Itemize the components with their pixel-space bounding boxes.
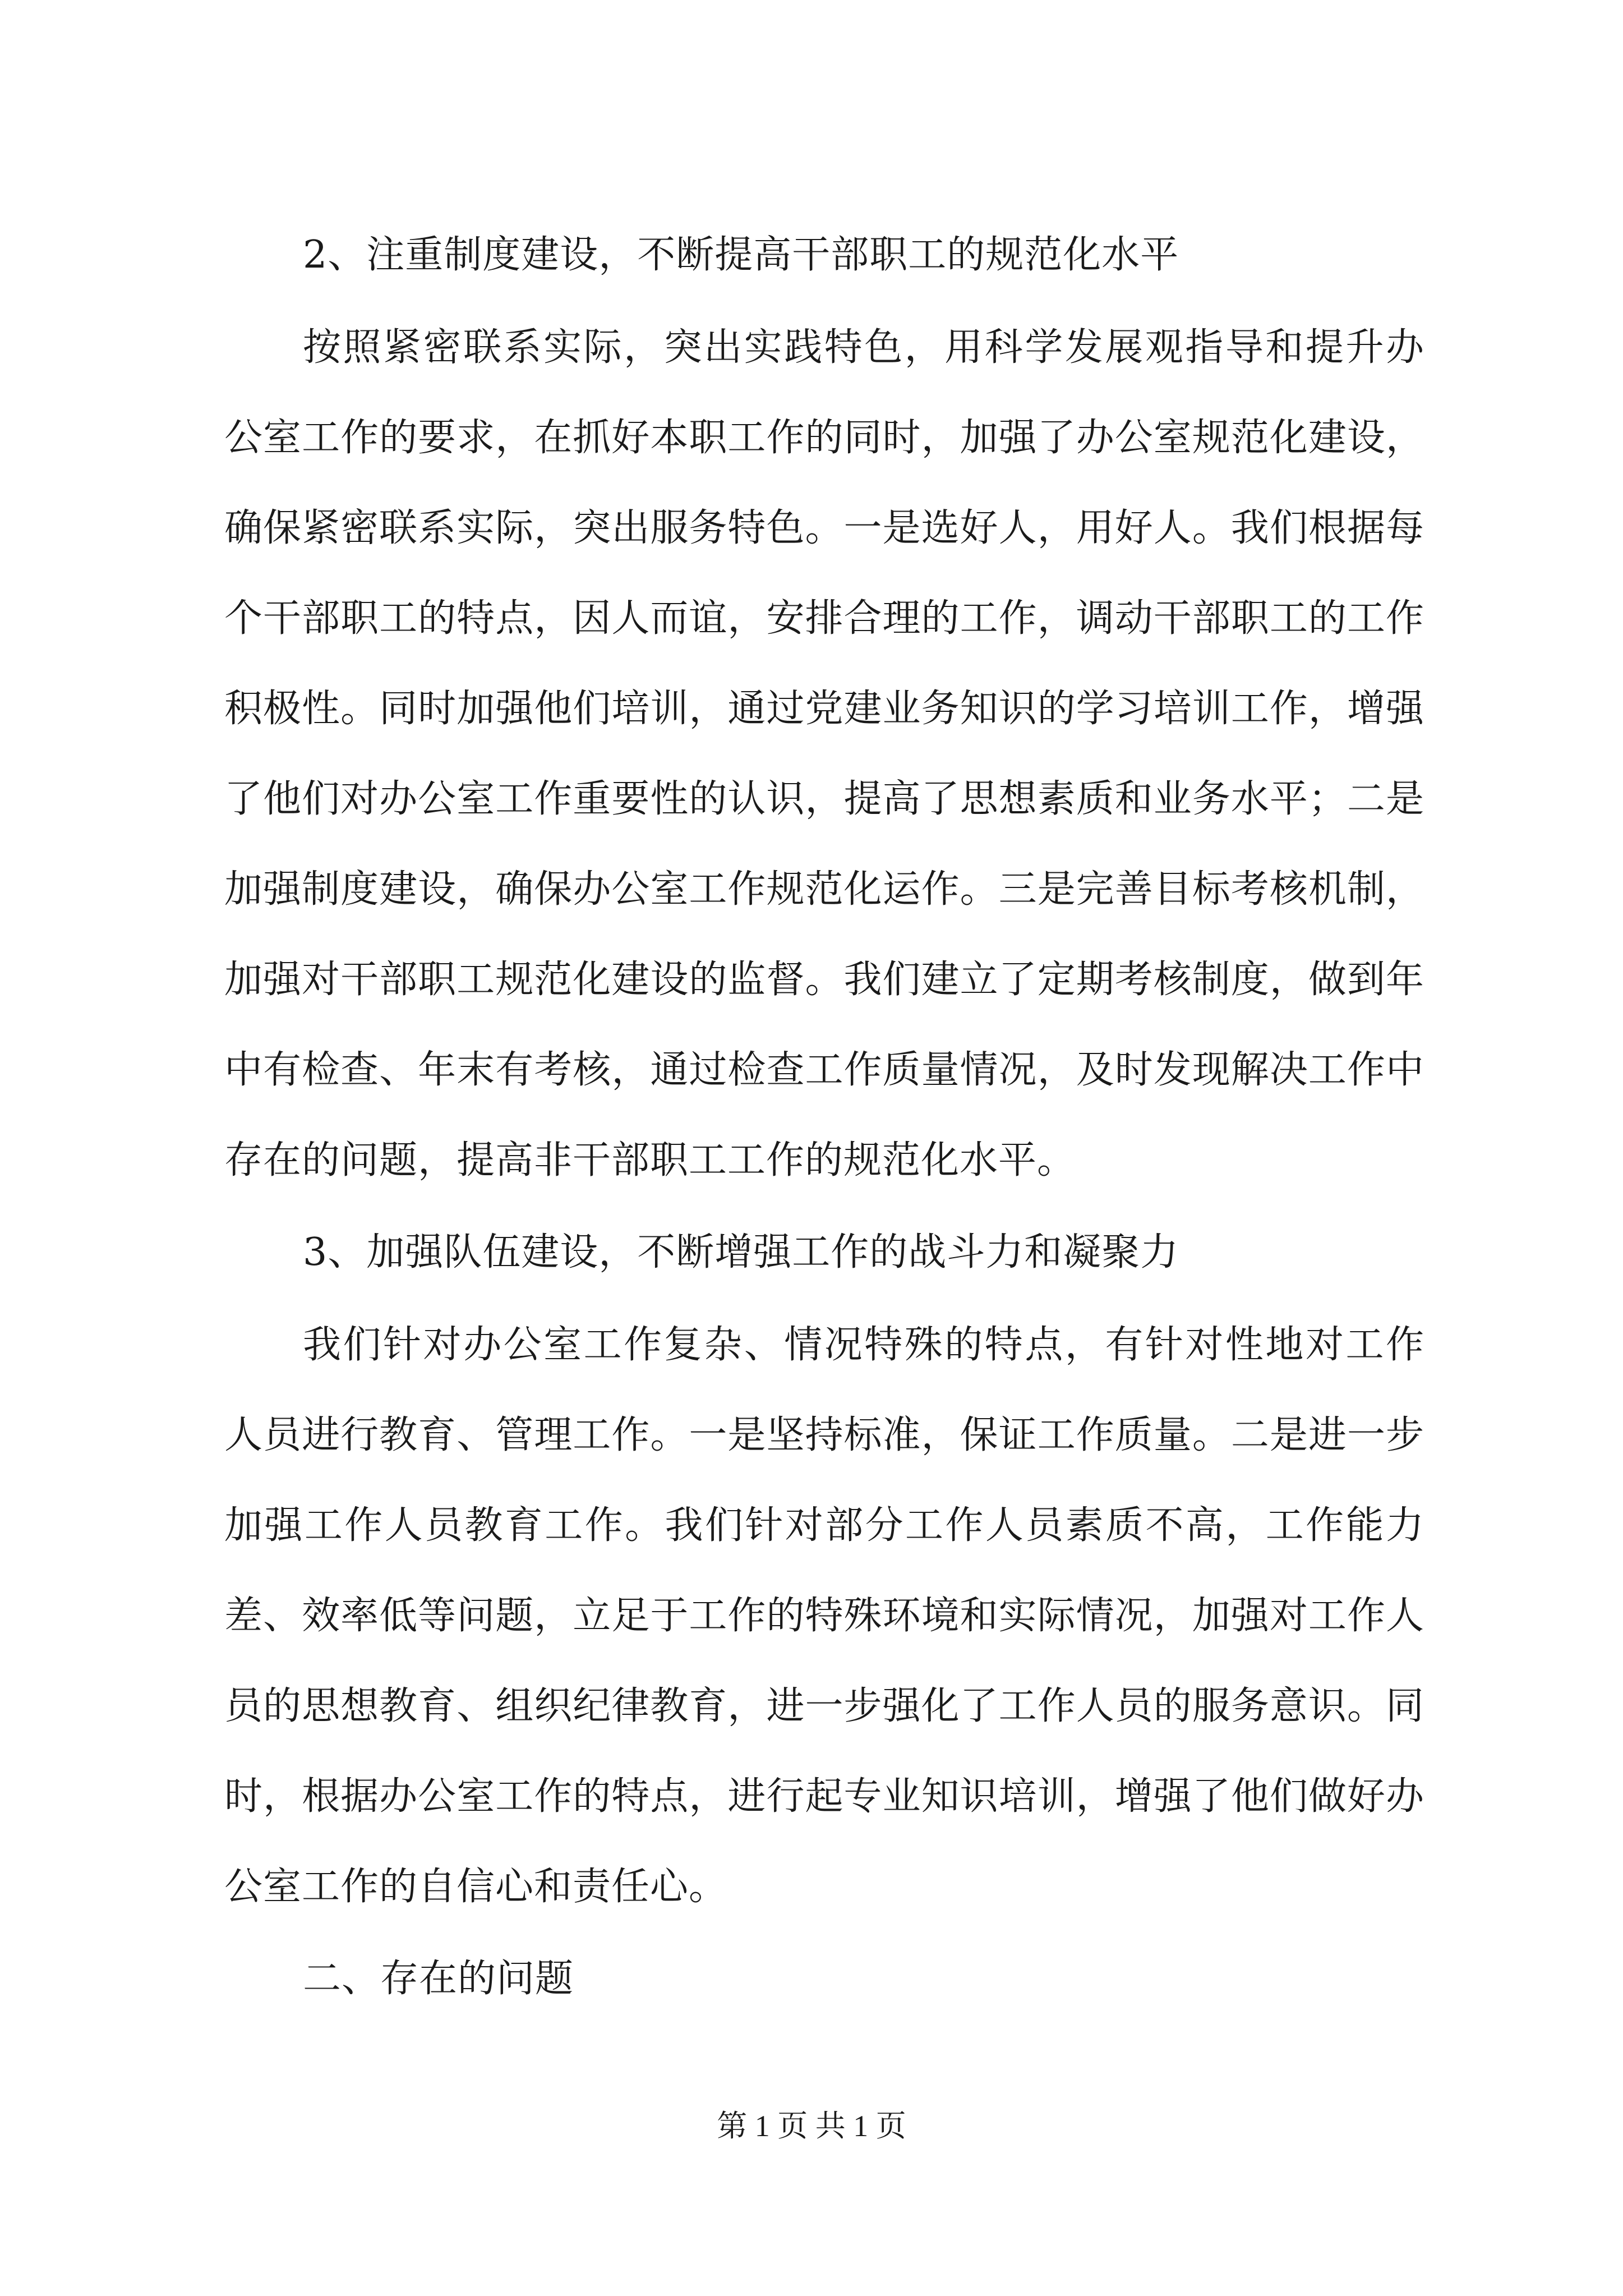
section-heading-institution-building: 2、注重制度建设，不断提高干部职工的规范化水平 [303, 233, 1179, 277]
document-body [224, 227, 1424, 2026]
section-heading-existing-problems: 二、存在的问题 [303, 1957, 574, 2001]
section-heading-team-building: 3、加强队伍建设，不断增强工作的战斗力和凝聚力 [303, 1230, 1179, 1274]
paragraph-institution-building: 按照紧密联系实际，突出实践特色，用科学发展观指导和提升办公室工作的要求，在抓好本职工作的同时，加强了办公室规范化建设，确保紧密联系实际，突出服务特色。一是选好人，用好人。我们根据每个干部职工的特点，因人而谊，安排合理的工作，调动干部职工的工作积极性。同时加强他们培训，通过党建业务知识的学习培训工作，增强了他们对办公室工作重要性的认识，提高了思想素质和业务水平；二是加强制度建设，确保办公室工作规范化运作。三是完善目标考核机制，加强对干部职工规范化建设的监督。我们建立了定期考核制度，做到年中有检查、年末有考核，通过检查工作质量情况，及时发现解决工作中存在的问题，提高非干部职工工作的规范化水平。 [224, 325, 1424, 1182]
paragraph-team-building: 我们针对办公室工作复杂、情况特殊的特点，有针对性地对工作人员进行教育、管理工作。一是坚持标准，保证工作质量。二是进一步加强工作人员教育工作。我们针对部分工作人员素质不高，工作能力差、效率低等问题，立足于工作的特殊环境和实际情况，加强对工作人员的思想教育、组织纪律教育，进一步强化了工作人员的服务意识。同时，根据办公室工作的特点，进行起专业知识培训，增强了他们做好办公室工作的自信心和责任心。 [224, 1323, 1424, 1909]
page-footer: 第 1 页 共 1 页 [717, 2109, 906, 2143]
